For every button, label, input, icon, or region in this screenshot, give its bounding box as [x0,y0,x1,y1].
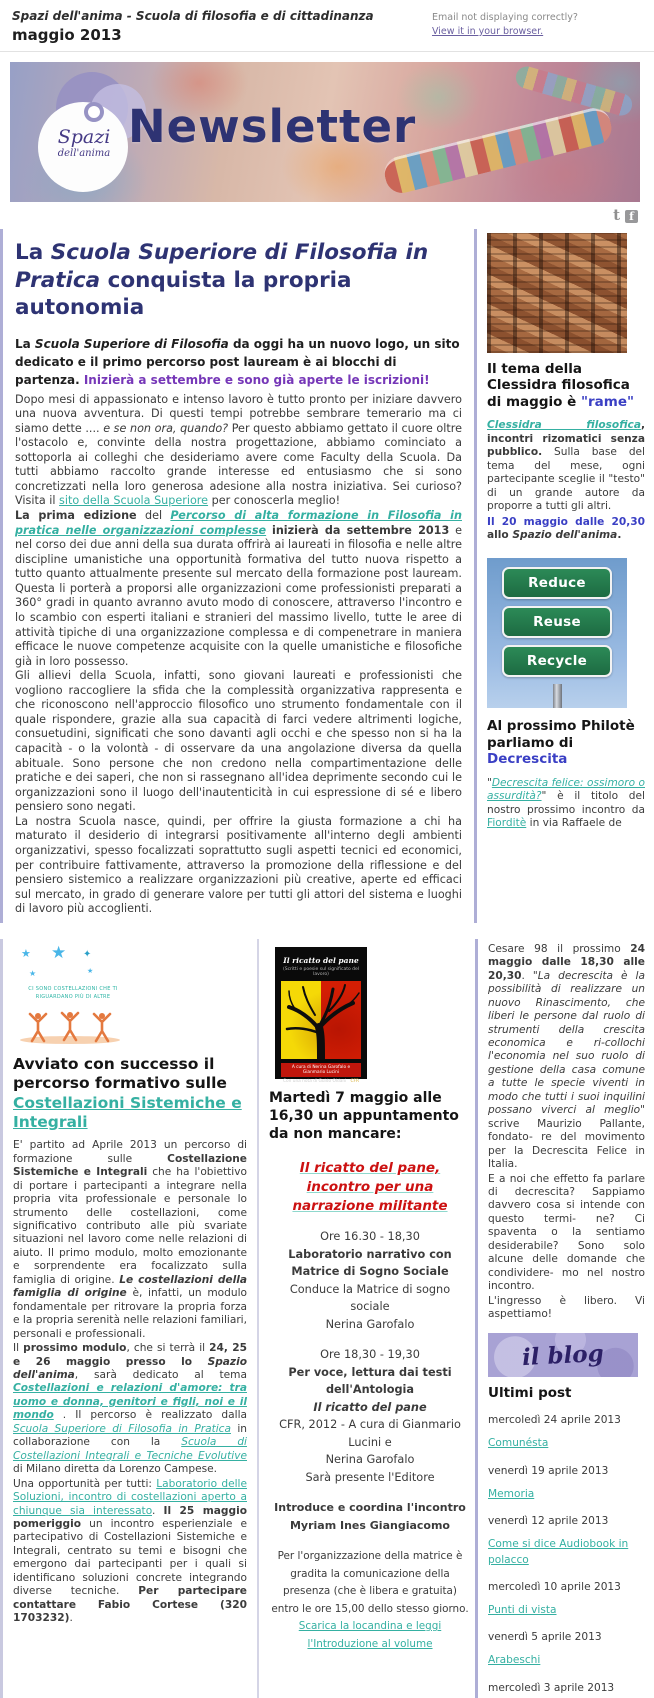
post-date: venerdì 19 aprile 2013 [488,1464,609,1477]
text-segment: allo [487,529,513,542]
text-segment: , sarà dedicato al tema [74,1369,247,1381]
sign-pole [553,684,562,708]
text-segment: Cesare 98 il prossimo [488,942,631,955]
inline-link[interactable]: Fiorditè [487,817,527,830]
blog-post-link[interactable]: Memoria [488,1487,535,1500]
figures-illustration [17,1009,123,1045]
inline-link[interactable]: Decrescita felice: ossimoro o assurdità? [487,776,645,803]
text-segment: Il 25 maggio pomeriggio [13,1504,247,1530]
schedule-line: Introduce e coordina l'incontro [274,1501,466,1515]
post-date: mercoledì 3 aprile 2013 [488,1681,615,1694]
schedule-line: CFR, 2012 - A cura di Gianmario Lucini e [279,1418,461,1449]
text-segment: , che si terrà il [126,1342,210,1355]
article-paragraph [15,509,462,669]
twitter-icon[interactable]: t [613,206,620,224]
preheader-right [432,9,640,44]
illustration-caption: CI SONO COSTELLAZIONI CHE TI RIGUARDANO PIÙ DI ALTRE [28,985,118,1000]
il-blog-banner [488,1333,638,1377]
text-segment: 24 maggio dalle 18,30 alle 20,30 [488,942,645,982]
philote-text [487,777,645,831]
text-segment: Scuola Superiore di Filosofia [34,336,229,351]
text-segment: da oggi ha un nuovo logo, un sito dedicato e il primo percorso post lauream è ai blocchi di partenza. [15,336,460,387]
inline-link[interactable]: Percorso di alta formazione in Filosofia in pratica nelle organizzazioni complesse [15,509,462,537]
schedule-line: Nerina Garofalo [325,1317,415,1331]
text-segment: Per questo abbiamo gettato il cuore oltre l'ostacolo e, convinte della nostra progettazione, abbiamo cominciato a sottoporla ai colleghi che desideriamo avere come Faculty della Scuola. Da tutti abbiamo raccolto grande interesse ed entusiasmo che si sono concretizzati nella loro generosa adesione alla nostra iniziativa. Sei curioso? Visita il [15,421,462,508]
schedule-line: Ore 16.30 - 18,30 [320,1230,420,1244]
decrescita-paragraph [488,1173,645,1294]
costellazioni-illustration [15,943,131,1045]
text-segment: 24, 25 e 26 maggio presso lo [13,1342,247,1368]
text-segment: e nel corso dei due anni della sua durata offrirà ai laureati in filosofia e nelle altre discipline umanistiche una opportunità formativa del tutto nuova rispetto a tutto quanto attualmente presente sul mercato della formazione post lauream. Questa li porterà a proporsi alle organizzazioni come professionisti preparati a 360° gradi in quanto avranno avuto modo di conoscere, attraverso l'incontro e lo scambio con esperti italiani e stranieri del massimo livello, tutte le aree di attività tipiche di una organizzazione complessa e di compenetrare in maniera efficace le nuove competenze acquisite con la quelle umanistiche e filosofiche già in loro possesso. [15,523,462,668]
text-segment: . [69,1612,73,1625]
blog-post-link[interactable]: Comunésta [488,1437,549,1450]
download-flyer-link[interactable]: Scarica la locandina e leggi l'Introduzione al volume [298,1620,442,1650]
text-segment: "La decrescita è la possibilità di realizzare un nuovo Rinascimento, che liberi le persone dal ruolo di strumenti della crescita economica e ri-collochi l'economia nel suo ruolo di gestione della casa comune a tutte le specie viventi in modo che tutti i suoi inquilini possano viverci al meglio" [488,969,645,1117]
top-section [0,229,654,923]
schedule-line: Laboratorio narrativo con [288,1247,452,1261]
article-paragraph [15,393,462,510]
text-segment: è, infatti, un modulo fondamentale per ritrovare la propria forza e la propria serenità nelle relazioni familiari, personali e professionali. [13,1287,247,1340]
blog-post-link[interactable]: Come si dice Audiobook in polacco [488,1538,629,1566]
article-intro [15,335,462,389]
facebook-icon[interactable]: f [625,210,638,223]
main-article [0,229,474,923]
blog-post-link[interactable]: Punti di vista [488,1603,557,1616]
email-notice: Email not displaying correctly? [432,12,578,23]
text-segment: e se non ora, quando? [103,421,229,435]
article-paragraph [15,669,462,815]
clessidra-heading [487,361,645,410]
post-date: venerdì 5 aprile 2013 [488,1631,602,1644]
star-icon: ★ [21,946,31,960]
book-credits: A cura di Nerina Garofalo e Gianmario Lucini [281,1063,361,1077]
text-segment: del [136,509,171,523]
text-segment: E' partito ad Aprile 2013 un percorso di formazione sulle [13,1139,247,1165]
text-segment: Per partecipare contattare Fabio Cortese (320 1703232) [13,1585,247,1625]
blog-post-list [488,1414,645,1693]
copper-coils-image [487,233,627,353]
reuse-sign: Reuse [502,606,612,638]
post-date: venerdì 12 aprile 2013 [488,1515,609,1528]
post-date: mercoledì 24 aprile 2013 [488,1414,621,1427]
inline-link[interactable]: Clessidra filosofica [487,419,641,432]
text-segment: per conoscerla meglio! [208,494,341,508]
schedule-line: Per l'organizzazione della matrice è gradita la comunicazione della presenza (che è libera e gratuita) entro le ore 15,00 dello stesso giorno. [271,1550,469,1615]
text-segment: Le costellazioni della famiglia di origine [13,1273,247,1300]
text-segment: Al prossimo Philotè parliamo di [487,718,635,751]
recycle-sign: Recycle [502,645,612,677]
book-tree-art [281,981,361,1059]
text-segment: . [521,969,533,982]
header-divider [0,51,654,52]
preheader [0,0,654,51]
schedule-line: Ore 18,30 - 19,30 [320,1348,420,1362]
text-segment: . [152,1504,164,1517]
text-segment: La [15,240,51,265]
text-segment: conquista la propria autonomia [15,267,352,321]
inline-link[interactable]: Costellazioni e relazioni d'amore: tra uomo e donna, genitori e figli, noi e il mondo [13,1382,247,1422]
event-heading: Martedì 7 maggio alle 16,30 un appuntamento da non mancare: [269,1089,459,1143]
text-segment: . Il percorso è realizzato dalla [53,1409,247,1422]
inline-link[interactable]: Laboratorio delle Soluzioni, incontro di costellazioni aperto a chiunque sia interessato [13,1477,247,1517]
text-segment: Dopo mesi di appassionato e intenso lavoro è tutto pronto per iniziare davvero una nuova avventura. Di questi tempi potrebbe sembrare temerario ma ci siamo dette .... [15,392,462,435]
inline-link[interactable]: Scuola Superiore di Filosofia in Pratica [13,1422,231,1435]
spacer [269,1486,471,1499]
issue-date: maggio 2013 [12,26,122,44]
text-segment: " [487,776,492,789]
costellazioni-column [3,939,257,1698]
text-segment: Decrescita [487,751,568,768]
text-segment: Sulla base del tema del mese, ogni partecipante sceglie il "testo" di un grande autore da proporre a tutti gli altri. [487,446,645,513]
logo-text: Spazi dell'anima [57,126,111,159]
costellazioni-paragraph [13,1478,247,1626]
text-segment: Gli allievi della Scuola, infatti, sono giovani laureati e professionisti che vogliono raccogliere la sfida che la complessità organizzativa rappresenta e che riconoscono nell'approccio filosofico uno strumento fondamentale con il quale rispondere, grazie alla sua capacità di farci vedere altrimenti logiche, consuetudini, significati che sono davanti agli occhi e che spesso non si ha la capacità - o la volontà - di osservare da una angolazione diversa da quella abituale. Sono persone che non credono nella compartimentazione delle pratiche e dei saperi, che non si rassegnano all'idea deprimente secondo cui le organizzazioni sono il luogo dell'inautenticità in cui espressione di sé e libero pensiero sono negati. [15,669,462,814]
newsletter-banner [10,62,640,202]
schedule-line: Nerina Garofalo [325,1453,415,1467]
clessidra-date [487,516,645,543]
decrescita-blog-column [475,939,654,1698]
tree-silhouette [281,981,361,1059]
star-icon: ★ [51,942,67,963]
page-title [15,239,462,322]
bottom-section [0,939,654,1698]
text-segment: Spazio dell'anima [512,529,618,542]
text-segment: La prima edizione [15,509,137,523]
text-segment: . [617,529,622,542]
inline-link[interactable]: Scuola di Costellazioni Integrali e Tecniche Evolutive [13,1436,248,1462]
spacer [269,1534,471,1547]
preheader-left [12,9,374,44]
decrescita-paragraph [488,1295,645,1322]
reduce-sign: Reduce [502,567,612,599]
schedule-line: Conduce la Matrice di sogno sociale [289,1282,451,1314]
text-segment: "rame" [580,393,635,410]
star-icon: ★ [87,966,94,975]
text-segment: inizierà da settembre 2013 [272,523,450,537]
text-segment: un incontro esperienziale e partecipativo di Costellazioni Sistemiche e Integrali, centrato su temi e bisogni che emergono dai partecipanti per i quali si identificano soluzioni concrete integrando diverse tecniche. [13,1517,247,1598]
costellazioni-paragraph [13,1139,247,1341]
il-blog-banner-text: il blog [521,1339,605,1372]
ultimi-post-heading: Ultimi post [488,1385,572,1402]
star-icon: ★ [29,968,37,978]
banner-books-decoration-2 [513,64,634,118]
article-paragraph [15,815,462,917]
text-segment: Il 20 maggio dalle 20,30 [487,515,645,528]
philote-heading [487,718,645,767]
text-segment: La nostra Scuola nasce, quindi, per offrire la giusta formazione a chi ha maturato il desiderio di integrarsi positivamente all'interno degli ambienti organizzativi, spesso focalizzati soprattutto sugli aspetti tecnici ed economici, per contribuire fattivamente, attraverso la promozione della riflessione e del pensiero sistemico a realizzare organizzazioni più creative, aperte ed efficaci sul mercato, in grado di generare valore per tutti gli attori del sistema e luoghi di lavoro più accoglienti. [15,814,462,916]
post-date: mercoledì 10 aprile 2013 [488,1580,621,1593]
inline-link[interactable]: Costellazioni Sistemiche e Integrali [13,1093,242,1131]
text-segment: Inizierà a settembre e sono già aperte le iscrizioni! [83,372,430,387]
text-segment: Avviato con successo il percorso formativo sulle [13,1054,227,1093]
text-segment: Costellazione Sistemiche e Integrali [13,1152,247,1179]
text-segment: Il tema della Clessidra filosofica di maggio è [487,361,630,410]
text-segment: L'ingresso è libero. Vi aspettiamo! [488,1294,645,1321]
view-in-browser-link[interactable]: View it in your browser. [432,25,544,37]
ricatto-del-pane-column [257,939,475,1698]
book-cover-image [275,947,367,1084]
text-segment: Il [13,1342,24,1355]
event-red-title[interactable]: Il ricatto del pane, incontro per una narrazione militante [292,1160,448,1215]
text-segment: prossimo modulo [23,1342,127,1355]
schedule-line: Myriam Ines Giangiacomo [289,1518,450,1532]
clessidra-text [487,419,645,513]
text-segment: , [640,419,645,432]
book-title: Il ricatto del pane [283,955,359,965]
text-segment: " è il titolo del nostro prossimo incontro da [487,790,645,816]
text-segment: che ha l'obiettivo di portare i partecipanti a integrare nella propria vita professionale e personale lo strumento delle costellazioni, come significativo contributo alle più svariate situazioni nel lavoro come nelle relazioni di aiuto. Il primo modulo, molto emozionante e sorprendente era focalizzato sulla famiglia di origine. [13,1166,247,1286]
schedule-line: Sarà presente l'Editore [305,1470,435,1484]
text-segment: di Milano diretta da Lorenzo Campese. [13,1463,217,1476]
decrescita-paragraph [488,943,645,1172]
text-segment: La [15,336,35,351]
event-schedule [269,1228,471,1652]
text-segment: in via Raffaele de [526,817,622,830]
brand-title: Spazi dell'anima - Scuola di filosofia e di cittadinanza [12,9,374,23]
social-row [0,202,654,223]
text-segment: Spazio dell'anima [13,1355,247,1381]
book-note: Con una nota di Guido Oldani CFR [283,1078,359,1084]
text-segment: E a noi che effetto fa parlare di decrescita? Sappiamo davvero cosa si intende con questo termi- ne? Ci spaventa o la sentiamo desiderabile? Sono solo alcune delle domande che condividere- mo nel nostro incontro. [488,1172,645,1293]
sidebar [474,229,654,923]
logo-dot-icon [84,102,104,122]
blog-post-link[interactable]: Arabeschi [488,1654,541,1667]
inline-link[interactable]: sito della Scuola Superiore [59,494,209,508]
schedule-line: Per voce, lettura dai testi dell'Antologia [288,1365,452,1397]
costellazioni-paragraph [13,1342,247,1477]
banner-title: Newsletter [128,100,417,153]
recycle-sign-image [487,558,627,708]
book-subtitle: (Scritti e poesie sul significato del lavoro) [282,966,360,977]
text-segment: Scuola Superiore di Filosofia in Pratica [15,240,429,293]
text-segment: in collaborazione con la [13,1422,247,1449]
text-segment: scrive Maurizio Pallante, fondato- re del movimento per la Decrescita Felice in Italia. [488,1117,645,1171]
text-segment: Una opportunità per tutti: [13,1477,157,1490]
spacer [269,1333,471,1346]
schedule-line: Il ricatto del pane [313,1400,427,1414]
costellazioni-heading [13,1055,247,1133]
schedule-line: Matrice di Sogno Sociale [291,1265,449,1279]
book-press: CFR [350,1078,359,1084]
star-icon: ✦ [83,948,92,960]
text-segment: incontri rizomatici senza pubblico. [487,432,645,459]
